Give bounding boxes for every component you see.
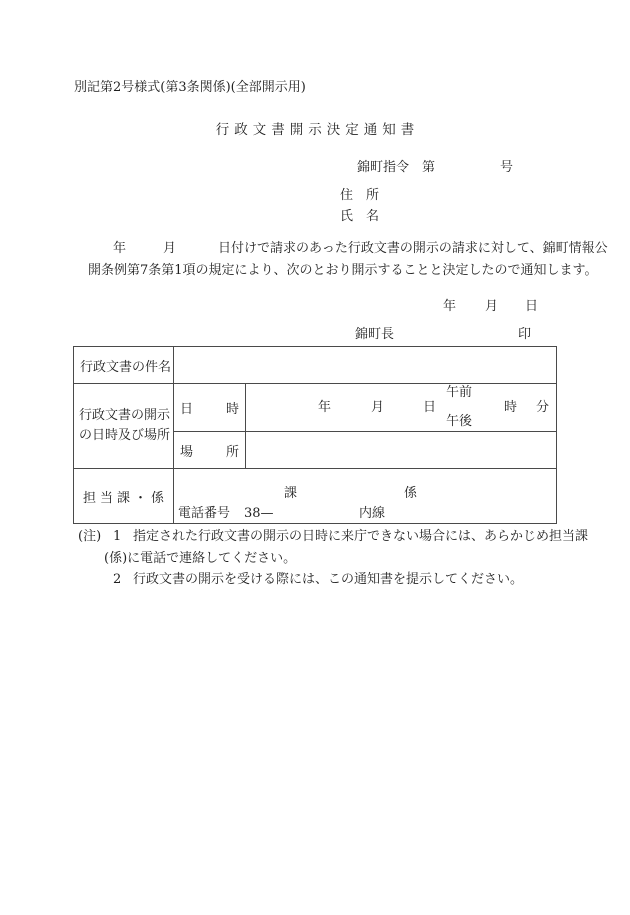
body-line1: 日付けで請求のあった行政文書の開示の請求に対して、錦町情報公 [218, 241, 608, 256]
am-pm-labels [446, 386, 472, 429]
disclosure-label-line1: 行政文書の開示 [79, 408, 171, 423]
subject-label-cell [74, 347, 174, 384]
issue-date-day: 日 [525, 299, 539, 314]
directive-number-suffix: 号 [500, 160, 514, 175]
note-marker: (注) [78, 529, 102, 544]
division-label: 課 [284, 486, 298, 501]
datetime-label-cell [174, 384, 246, 432]
note1-line2: (係)に電話で連絡してください。 [104, 551, 297, 566]
am-label: 午前 [446, 385, 473, 400]
disclosure-label-cell [74, 384, 174, 469]
issuer-seal-mark: 印 [518, 327, 532, 342]
datetime-month-label: 月 [371, 400, 385, 415]
place-value-cell [246, 432, 556, 469]
disclosure-table [73, 346, 557, 524]
issuer-title: 錦町長 [355, 327, 395, 342]
datetime-day-label: 日 [423, 400, 437, 415]
phone-prefix: 38— [244, 506, 274, 521]
datetime-year-label: 年 [318, 400, 332, 415]
section-label-cell [74, 469, 174, 523]
section-value-cell [174, 469, 556, 523]
body-date-month: 月 [163, 241, 177, 256]
body-date-year: 年 [113, 241, 127, 256]
place-label-second: 所 [225, 444, 239, 460]
document-title: 行政文書開示決定通知書 [215, 122, 420, 138]
place-label-cell [174, 432, 246, 469]
phone-label: 電話番号 [178, 506, 231, 521]
note1-number: 1 [113, 529, 122, 544]
datetime-label-second: 時 [225, 402, 239, 417]
subject-label: 行政文書の件名 [80, 359, 172, 375]
recipient-address-label: 住 所 [340, 188, 380, 203]
datetime-hour-label: 時 [504, 400, 518, 415]
unit-label: 係 [404, 486, 418, 501]
pm-label: 午後 [446, 414, 473, 429]
note1-line1: 指定された行政文書の開示の日時に来庁できない場合には、あらかじめ担当課 [133, 529, 589, 544]
issue-date-month: 月 [485, 299, 499, 314]
note2-line1: 行政文書の開示を受ける際には、この通知書を提示してください。 [133, 572, 524, 587]
form-id: 別記第2号様式(第3条関係)(全部開示用) [74, 80, 306, 95]
directive-number-prefix: 錦町指令 第 [357, 160, 436, 175]
disclosure-label-line2: の日時及び場所 [79, 428, 171, 443]
recipient-name-label: 氏 名 [340, 209, 380, 224]
datetime-value-cell [246, 384, 556, 432]
datetime-minute-label: 分 [536, 400, 550, 415]
place-label-first: 場 [180, 444, 194, 460]
datetime-label-first: 日 [180, 402, 194, 417]
body-line2: 開条例第7条第1項の規定により、次のとおり開示することと決定したので通知します。 [88, 263, 598, 278]
extension-label: 内線 [359, 506, 386, 521]
subject-value-cell [174, 347, 556, 384]
issue-date-year: 年 [443, 299, 457, 314]
note2-number: 2 [113, 572, 122, 587]
section-label: 担当課・係 [83, 490, 169, 506]
